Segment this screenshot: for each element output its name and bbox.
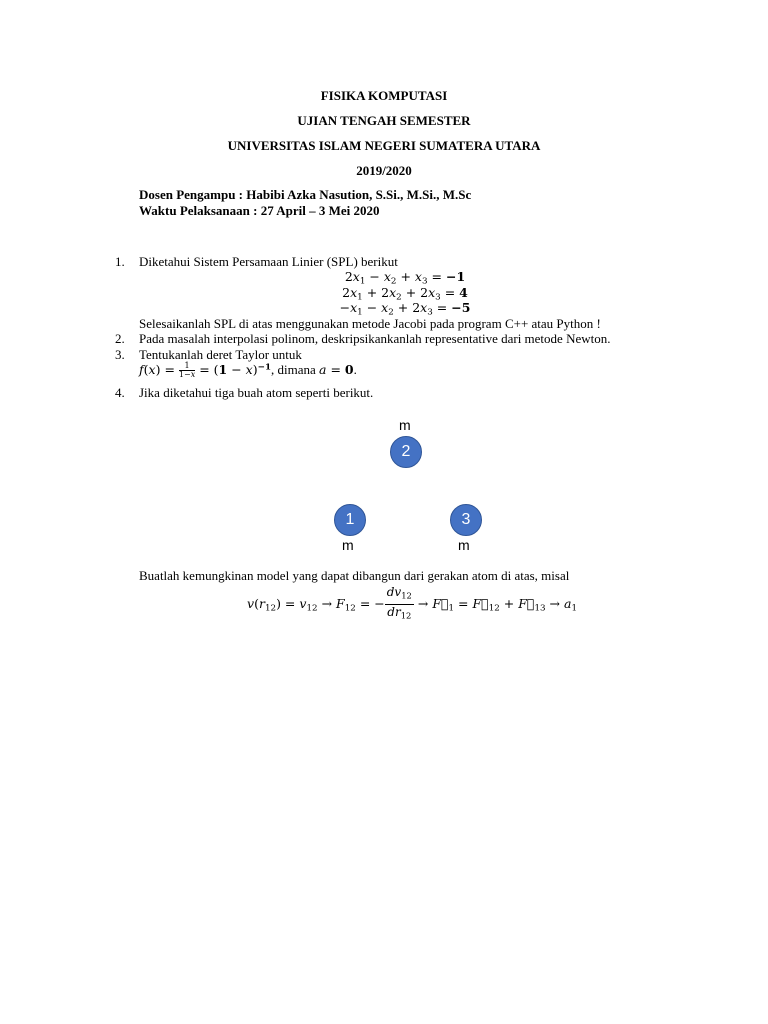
atom-1-mass: m: [342, 537, 354, 553]
schedule-line: Waktu Pelaksanaan : 27 April – 3 Mei 2020: [139, 203, 380, 218]
equation-1: $2x_1 - x_2 + x_3 = -1$: [344, 269, 466, 287]
question-1-text: Diketahui Sistem Persamaan Linier (SPL) berikut: [139, 254, 398, 269]
course-title: FISIKA KOMPUTASI: [320, 88, 448, 103]
question-2-number: 2.: [115, 331, 125, 346]
atom-3: 3: [450, 504, 482, 536]
university-name: UNIVERSITAS ISLAM NEGERI SUMATERA UTARA: [227, 138, 541, 153]
atom-2-mass: m: [399, 417, 411, 433]
question-3-text: Tentukanlah deret Taylor untuk: [139, 347, 302, 362]
atom-3-mass: m: [458, 537, 470, 553]
academic-year: 2019/2020: [356, 163, 412, 178]
taylor-function: f(x) = $\frac{1}{1-x}$ = $(1 - x)^{-1}$, dimana a = 0.: [139, 361, 357, 379]
question-4-text: Jika diketahui tiga buah atom seperti berikut.: [139, 385, 374, 400]
question-1-instruction: Selesaikanlah SPL di atas menggunakan metode Jacobi pada program C++ atau Python !: [139, 316, 601, 331]
atom-2: 2: [390, 436, 422, 468]
question-3-number: 3.: [115, 347, 125, 362]
exam-title: UJIAN TENGAH SEMESTER: [297, 113, 471, 128]
motion-model-equation: $v(r_{12}) = v_{12} \to F_{12}$ = − $\frac{dv_{12}}{dr_{12}}$ → $F⃗_1$ = $F⃗_{12}$ + $F⃗_{13} \to a_1$: [247, 585, 578, 621]
question-4-instruction: Buatlah kemungkinan model yang dapat dibangun dari gerakan atom di atas, misal: [139, 568, 570, 583]
equation-3: $-x_1 - x_2 + 2x_3 = -5$: [339, 300, 471, 318]
atom-1: 1: [334, 504, 366, 536]
equation-2: $2x_1 + 2x_2 + 2x_3 = 4$: [342, 285, 468, 303]
question-2-text: Pada masalah interpolasi polinom, deskripsikankanlah representative dari metode Newton.: [139, 331, 611, 346]
taylor-where-text: , dimana: [271, 362, 320, 377]
question-1-number: 1.: [115, 254, 125, 269]
lecturer-line: Dosen Pengampu : Habibi Azka Nasution, S.Si., M.Si., M.Sc: [139, 187, 472, 202]
question-4-number: 4.: [115, 385, 125, 400]
